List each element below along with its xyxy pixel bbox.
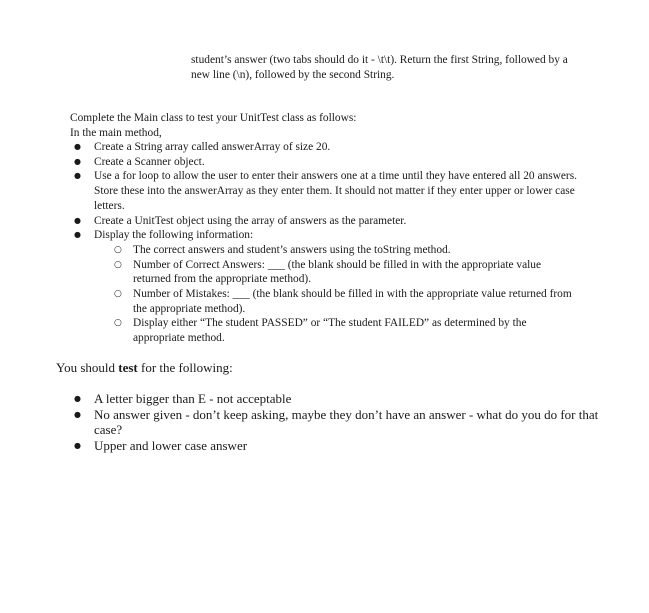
top-paragraph-line: new line (\n), followed by the second String. (191, 68, 395, 81)
test-heading-bold: test (118, 360, 138, 375)
list-item: ● Use a for loop to allow the user to enter their answers one at a time until they have entered all 20 answers. Store these into the answerArray as they enter them. It should not matter if they enter upper or lower case letters. (94, 169, 589, 213)
test-heading-suffix: for the following: (137, 360, 233, 375)
sub-list-item: ○ Number of Mistakes: ___ (the blank should be filled in with the appropriate value returned from the appropriate method). (133, 287, 573, 316)
test-case-item: ● A letter bigger than E - not acceptable (94, 391, 609, 407)
list-item-display (94, 228, 589, 346)
list-item: ● Create a Scanner object. (94, 155, 589, 170)
test-case-item: ● Upper and lower case answer (94, 438, 609, 454)
sub-list-item: ○ The correct answers and student’s answers using the toString method. (133, 243, 573, 258)
test-case-item: ● No answer given - don’t keep asking, maybe they don’t have an answer - what do you do for that case? (94, 407, 609, 438)
sub-list-item: ○ Display either “The student PASSED” or “The student FAILED” as determined by the appropriate method. (133, 316, 573, 345)
main-method-steps (94, 140, 589, 346)
intro-line: In the main method, (70, 126, 162, 139)
test-heading (56, 360, 233, 376)
test-heading-prefix: You should (56, 360, 119, 375)
top-paragraph-line: student’s answer (two tabs should do it - \t\t). Return the first String, followed by a (191, 54, 568, 66)
sub-list-item: ○ Number of Correct Answers: ___ (the blank should be filled in with the appropriate value returned from the appropriate method). (133, 258, 573, 287)
test-cases-list (94, 391, 609, 453)
list-item: ● Create a String array called answerArray of size 20. (94, 140, 589, 155)
list-item-label: Display the following information: (94, 229, 254, 242)
main-class-intro (70, 111, 590, 140)
list-item: ● Create a UnitTest object using the array of answers as the parameter. (94, 214, 589, 229)
display-info-list (133, 243, 573, 346)
top-paragraph (191, 53, 601, 82)
intro-line: Complete the Main class to test your UnitTest class as follows: (70, 112, 357, 124)
